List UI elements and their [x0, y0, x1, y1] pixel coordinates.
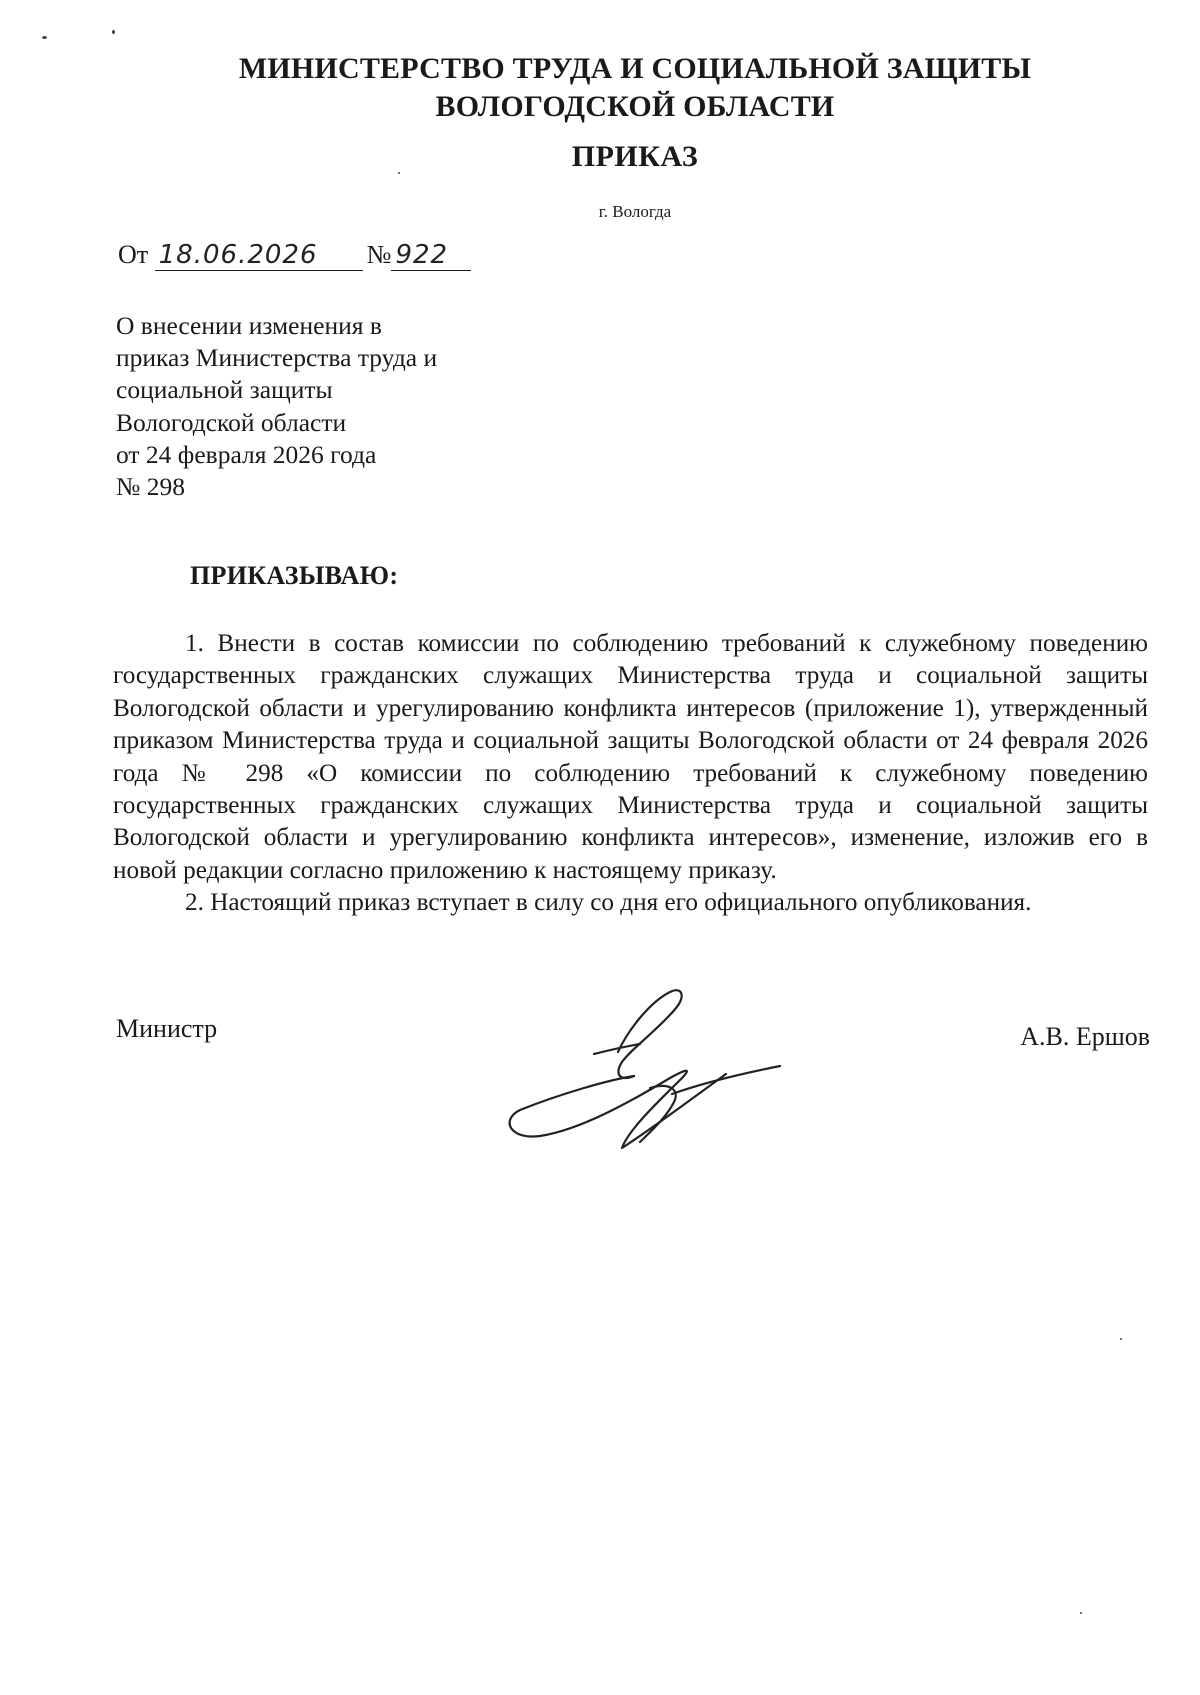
org-line-1: МИНИСТЕРСТВО ТРУДА И СОЦИАЛЬНОЙ ЗАЩИТЫ	[238, 52, 1032, 85]
scan-speck	[1120, 1338, 1122, 1340]
number-field	[391, 240, 471, 271]
body-paragraph: 1. Внести в состав комиссии по соблюдению требований к служебному поведению государственных гражданских служащих Министерства труда и социальной защиты Вологодской области и урегулированию конфликта интересов (приложение 1), утвержденный приказом Министерства труда и социальной защиты Вологодской области от 24 февраля 2026 года № 298 «О комиссии по соблюдению требований к служебному поведению государственных гражданских служащих Министерства труда и социальной защиты Вологодской области и урегулированию конфликта интересов», изменение, изложив его в новой редакции согласно приложению к настоящему приказу.	[113, 630, 1148, 884]
order-directive: ПРИКАЗЫВАЮ:	[190, 561, 399, 590]
number-prefix: №	[366, 240, 392, 269]
body-paragraph: 2. Настоящий приказ вступает в силу со дня его официального опубликования.	[185, 889, 1032, 917]
scan-speck	[112, 30, 115, 34]
subject-line: приказ Министерства труда и	[116, 343, 438, 373]
handwritten-signature	[500, 970, 800, 1170]
date-field	[155, 240, 363, 271]
subject-line: № 298	[116, 472, 185, 502]
organization-header	[0, 50, 1200, 126]
city-label: г. Вологда	[598, 202, 672, 221]
document-body	[113, 628, 1148, 920]
subject-block	[116, 310, 437, 503]
scan-speck	[1080, 1612, 1082, 1614]
handwritten-number: 922	[395, 240, 449, 270]
document-type: ПРИКАЗ	[571, 140, 699, 173]
scan-speck	[42, 36, 47, 39]
subject-line: Вологодской области	[116, 407, 347, 437]
registration-line	[118, 238, 471, 272]
subject-line: от 24 февраля 2026 года	[116, 439, 377, 469]
org-line-2: ВОЛОГОДСКОЙ ОБЛАСТИ	[435, 90, 835, 123]
signatory-title: Министр	[116, 1014, 218, 1043]
subject-line: О внесении изменения в	[116, 311, 382, 340]
handwritten-date: 18.06.2026	[158, 240, 318, 270]
subject-line: социальной защиты	[116, 375, 333, 405]
date-prefix: От	[118, 240, 149, 269]
signatory-name: А.В. Ершов	[1020, 1022, 1150, 1051]
